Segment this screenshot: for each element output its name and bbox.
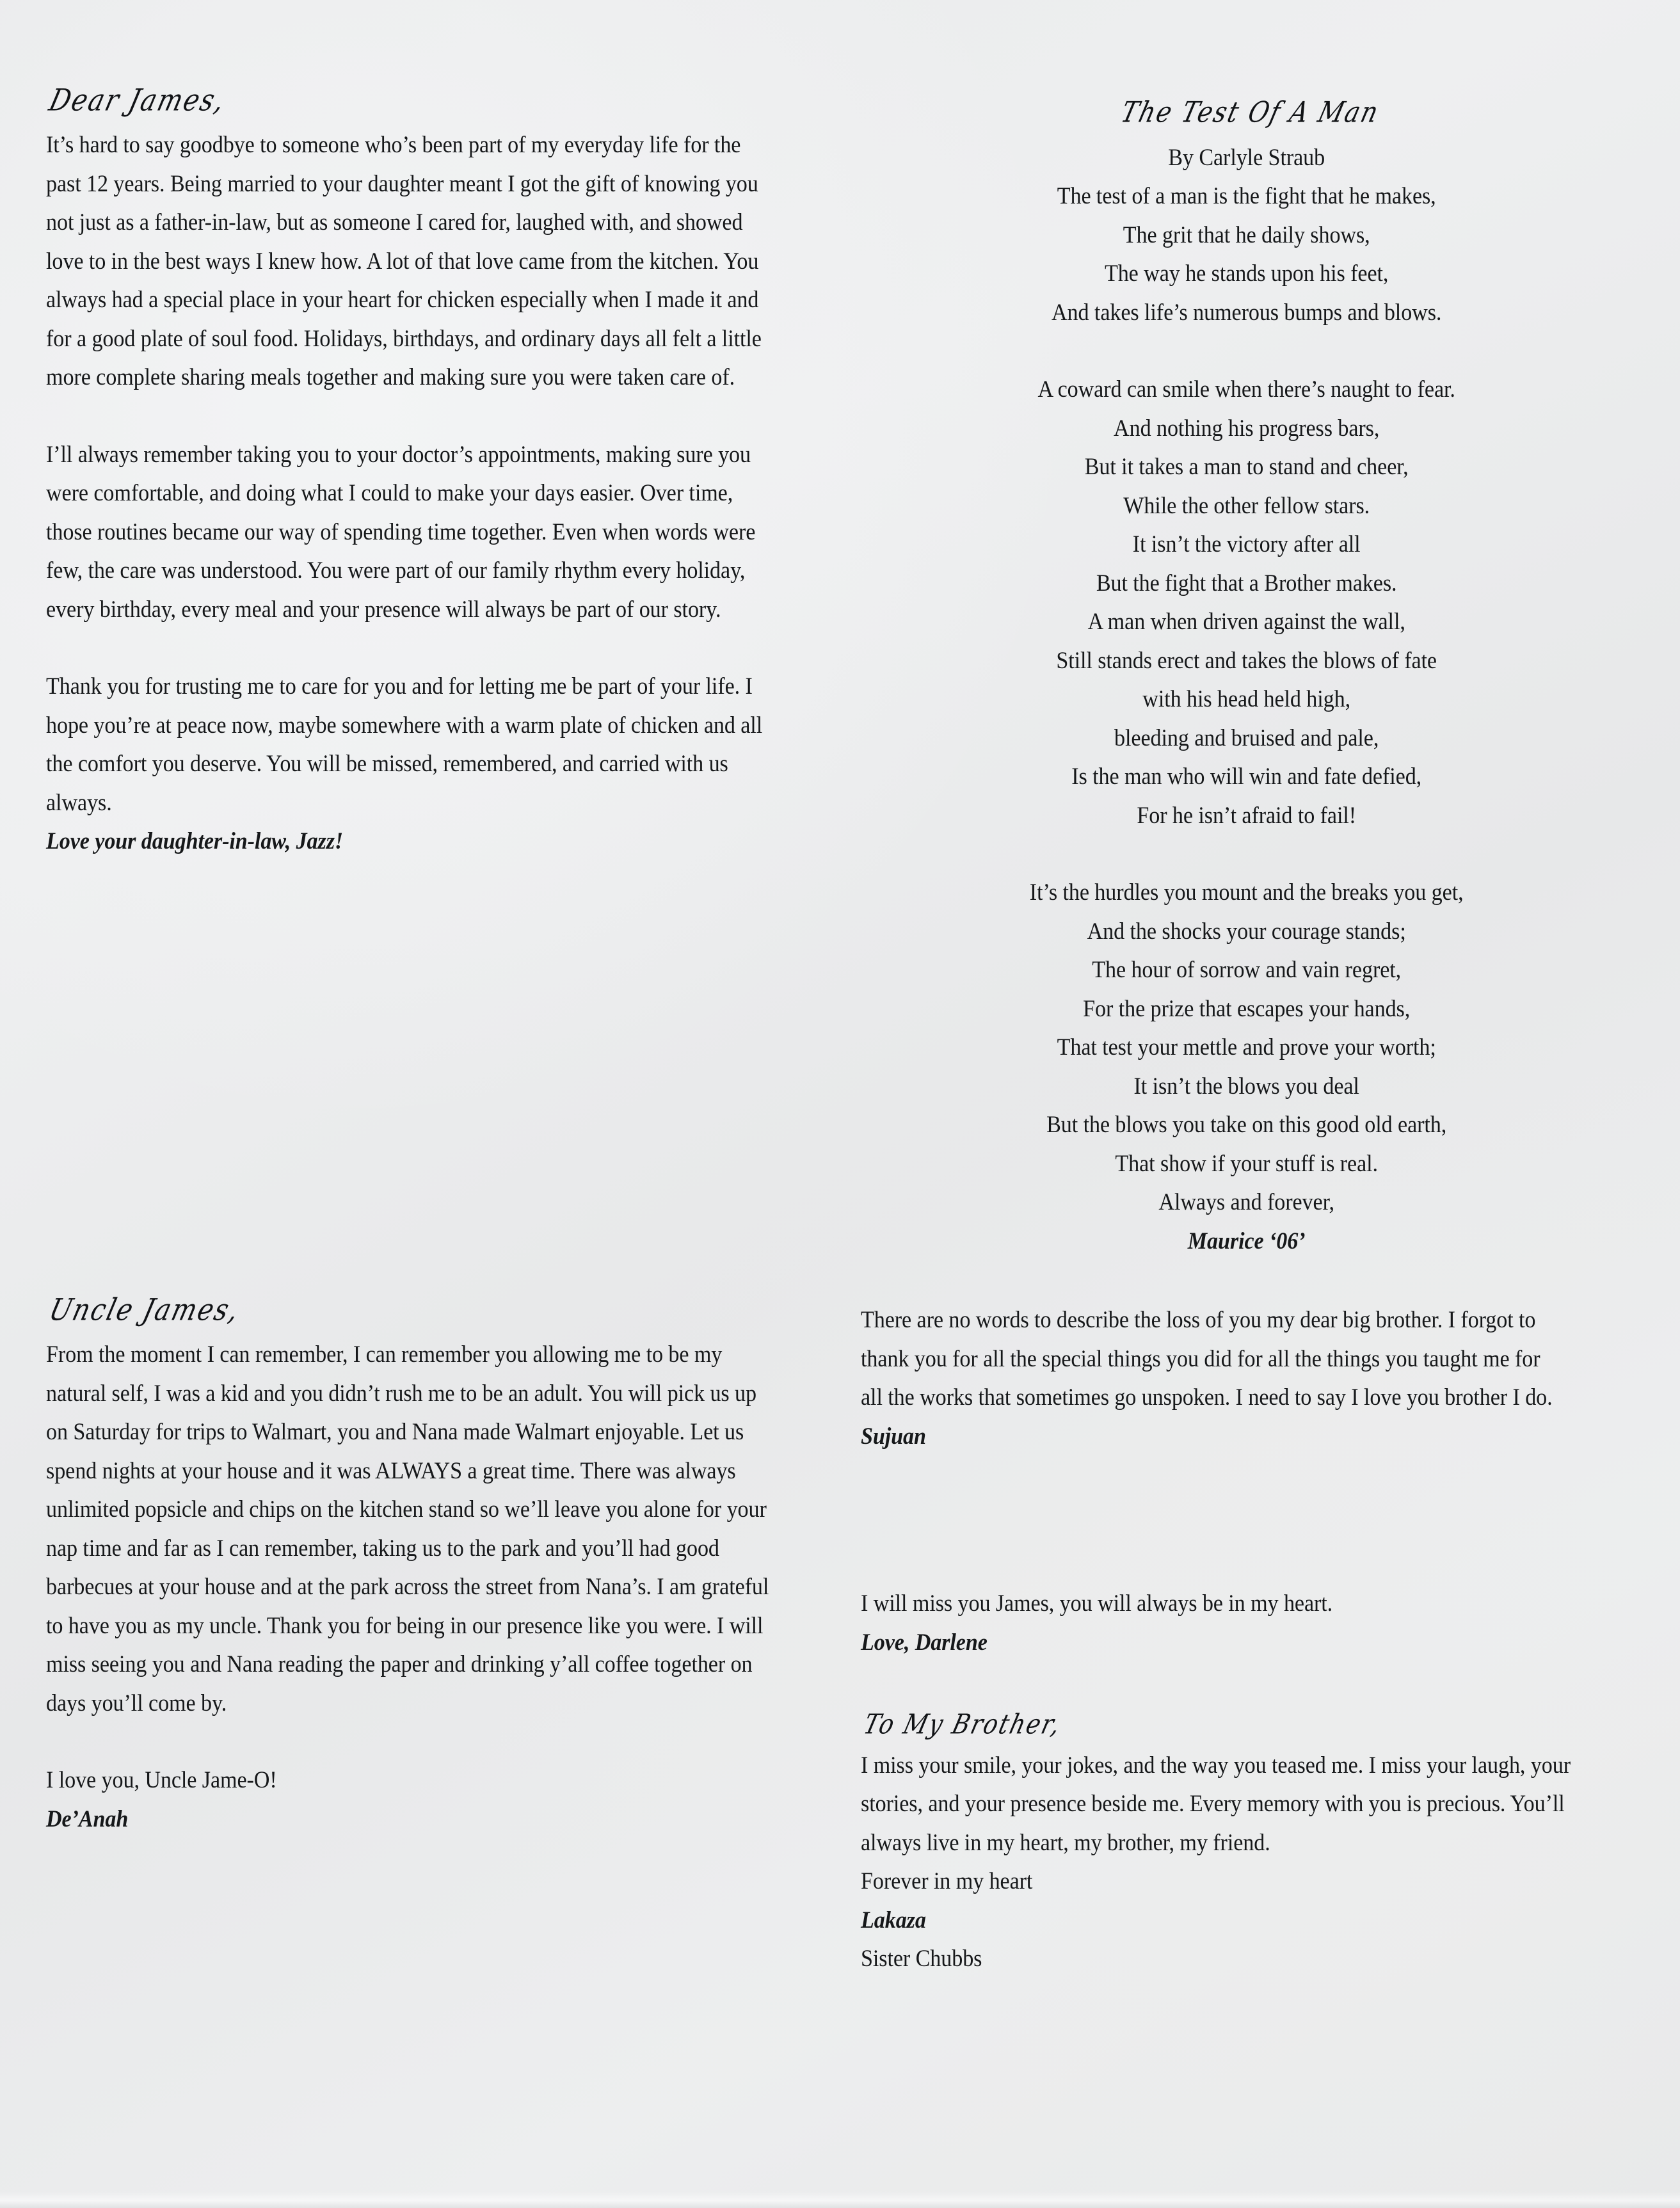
tribute-3-body [861, 1300, 1558, 1455]
tribute-5-text: I miss your smile, your jokes, and the way you teased me. I miss your laugh, your stories, and your presence beside me. Every memory with you is precious. You’ll always live in my heart, my brother, my friend. [861, 1751, 1571, 1855]
poem-line: It isn’t the victory after all [1132, 531, 1361, 557]
poem-line: Always and forever, [1158, 1188, 1334, 1215]
tribute-to-my-brother [860, 1709, 1571, 1978]
poem-line: It’s the hurdles you mount and the breaks you get, [1029, 879, 1464, 906]
stanza-divider [861, 332, 1633, 370]
tribute-3-signature: Sujuan [861, 1422, 926, 1449]
poem-line: The hour of sorrow and vain regret, [1092, 956, 1401, 983]
stanza-divider [861, 835, 1633, 873]
poem-test-of-a-man [861, 95, 1632, 1260]
poem-line: That test your mettle and prove your worth; [1057, 1034, 1436, 1060]
poem-signature: Maurice ‘06’ [1187, 1227, 1306, 1254]
poem-line: And nothing his progress bars, [1113, 414, 1380, 441]
tribute-1-body [46, 125, 776, 861]
tribute-4-body [861, 1584, 1578, 1661]
poem-line: While the other fellow stars. [1123, 492, 1370, 518]
tribute-2-heading: Uncle James, [45, 1293, 244, 1328]
poem-line: But the fight that a Brother makes. [1096, 569, 1397, 596]
poem-line: The grit that he daily shows, [1123, 221, 1370, 248]
tribute-5-signature-secondary: Sister Chubbs [861, 1945, 982, 1972]
tribute-uncle-james [45, 1293, 776, 1838]
poem-line: But the blows you take on this good old earth, [1046, 1111, 1447, 1138]
poem-line: A coward can smile when there’s naught to fear. [1037, 376, 1455, 403]
poem-line: It isn’t the blows you deal [1133, 1072, 1359, 1099]
poem-line: For the prize that escapes your hands, [1082, 995, 1411, 1021]
poem-line: Is the man who will win and fate defied, [1071, 763, 1421, 790]
tribute-5-body [861, 1746, 1571, 1978]
tribute-5-signature: Lakaza [861, 1906, 926, 1933]
tribute-2-paragraph-1: From the moment I can remember, I can remember you allowing me to be my natural self, I was a kid and you didn’t rush me to be an adult. You will pick us up on Saturday for trips to Walmart, you and Nana made Walmart enjoyable. Let us spend nights at your house and it was ALWAYS a great time. There was always unlimited popsicle and chips on the kitchen stand so we’ll leave you alone for your nap time and far as I can remember, taking us to the park and you’ll had good barbecues at your house and at the park across the street from Nana’s. I am grateful to have you as my uncle. Thank you for being in our presence like you were. I will miss seeing you and Nana reading the paper and drinking y’all coffee together on days you’ll come by. [46, 1341, 769, 1716]
tribute-1-heading: Dear James, [45, 83, 230, 118]
poem-line: bleeding and bruised and pale, [1114, 724, 1379, 751]
poem-line: Still stands erect and takes the blows of fate [1056, 646, 1437, 673]
poem-line: And the shocks your courage stands; [1087, 917, 1406, 944]
poem-body [861, 138, 1633, 1261]
tribute-sujuan [861, 1300, 1558, 1455]
tribute-1-paragraph-3: Thank you for trusting me to care for you and for letting me be part of your life. I hope you’re at peace now, maybe somewhere with a warm plate of chicken and all the comfort you deserve. You will be missed, remembered, and carried with us always. [46, 673, 763, 815]
poem-line: with his head held high, [1142, 685, 1350, 712]
tribute-1-paragraph-1: It’s hard to say goodbye to someone who’s been part of my everyday life for the past 12 years. Being married to your daughter meant I got the gift of knowing you not just as a father-in-law, but as someone I cared for, laughed with, and showed love to in the best ways I knew how. A lot of that love came from the kitchen. You always had a special place in your heart for chicken especially when I made it and for a good plate of soul food. Holidays, birthdays, and ordinary days all felt a little more complete sharing meals together and making sure you were taken care of. [46, 131, 762, 390]
tribute-2-paragraph-2: I love you, Uncle Jame-O! [46, 1766, 277, 1793]
tribute-2-body [46, 1335, 776, 1838]
poem-line: The way he stands upon his feet, [1104, 260, 1389, 287]
poem-line: A man when driven against the wall, [1087, 608, 1405, 635]
poem-line: That show if your stuff is real. [1115, 1149, 1378, 1176]
tribute-1-signature: Love your daughter-in-law, Jazz! [46, 828, 344, 854]
tribute-5-heading: To My Brother, [860, 1709, 1065, 1741]
poem-line: And takes life’s numerous bumps and blows. [1051, 298, 1442, 325]
poem-line: For he isn’t afraid to fail! [1137, 801, 1356, 828]
poem-line: But it takes a man to stand and cheer, [1084, 453, 1409, 480]
tribute-1-paragraph-2: I’ll always remember taking you to your doctor’s appointments, making sure you were comfortable, and doing what I could to make your days easier. Over time, those routines became our way of spending time together. Even when words were few, the care was understood. You were part of our family rhythm every holiday, every birthday, every meal and your presence will always be part of our story. [46, 440, 756, 622]
poem-title: The Test Of A Man [1117, 95, 1383, 129]
tribute-3-text: There are no words to describe the loss of you my dear big brother. I forgot to thank you for all the special things you did for all the things you taught me for all the works that sometimes go unspoken. I need to say I love you brother I do. [861, 1306, 1553, 1410]
tribute-darlene [861, 1584, 1578, 1661]
tribute-4-text: I will miss you James, you will always be in my heart. [861, 1590, 1333, 1616]
tribute-dear-james [45, 83, 776, 861]
tribute-4-signature: Love, Darlene [861, 1628, 988, 1655]
poem-line: The test of a man is the fight that he makes, [1057, 182, 1436, 209]
poem-byline: By Carlyle Straub [1168, 143, 1325, 170]
tribute-5-closing: Forever in my heart [861, 1868, 1033, 1894]
tribute-2-signature: De’Anah [46, 1805, 129, 1832]
